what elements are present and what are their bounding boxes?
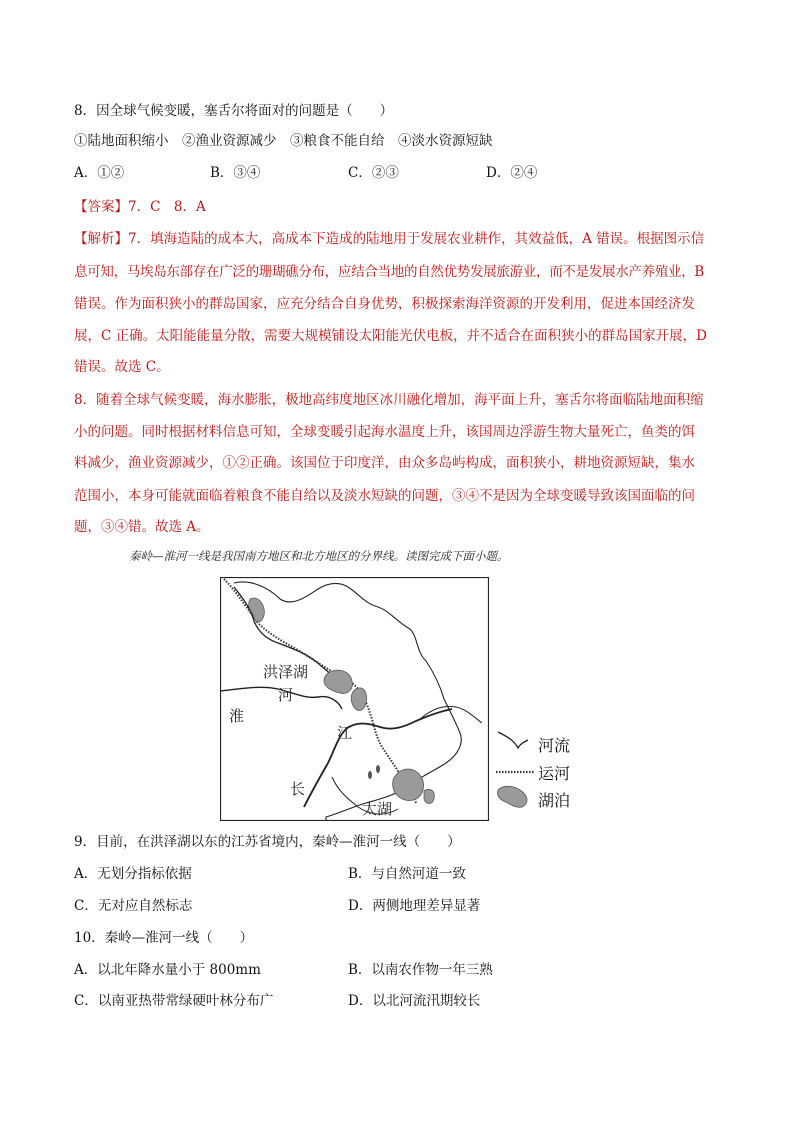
analysis-line-7: 小的问题。同时根据材料信息可知，全球变暖引起海水温度上升，该国周边浮游生物大量死亡，鱼类的饵 <box>74 424 695 440</box>
legend-river-label: 河流 <box>538 736 571 755</box>
analysis-line-5: 错误。故选 C。 <box>74 359 170 375</box>
q9-option-d: D．两侧地理差异显著 <box>348 898 481 914</box>
analysis-line-6: 8．随着全球气候变暖，海水膨胀，极地高纬度地区冰川融化增加，海平面上升，塞舌尔将面临陆地面积缩 <box>74 392 704 408</box>
map-label-chang: 长 <box>290 780 306 798</box>
analysis-line-3: 错误。作为面积狭小的群岛国家，应充分结合自身优势，积极探索海洋资源的开发利用，促进本国经济发 <box>74 296 695 312</box>
legend-canal-label: 运河 <box>538 764 571 783</box>
answer-line <box>74 197 206 217</box>
analysis-label: 【解析】 <box>74 231 128 247</box>
map-label-jiang: 江 <box>337 724 353 742</box>
question-8-stem: 8．因全球气候变暖，塞舌尔将面对的问题是（ ） <box>74 103 394 119</box>
question-9-stem: 9．目前，在洪泽湖以东的江苏省境内，秦岭—淮河一线（ ） <box>74 834 461 850</box>
q8-option-c: C．②③ <box>348 165 399 181</box>
q9-option-a: A．无划分指标依据 <box>74 866 192 882</box>
map-label-he: 河 <box>278 686 294 704</box>
q10-option-c: C．以南亚热带常绿硬叶林分布广 <box>74 993 274 1009</box>
q10-option-d: D．以北河流汛期较长 <box>348 993 481 1009</box>
lake-south <box>424 789 434 803</box>
question-10-stem: 10．秦岭—淮河一线（ ） <box>74 930 254 946</box>
lake-small-2 <box>376 765 380 773</box>
q8-option-a: A．①② <box>74 165 125 181</box>
q10-option-b: B．以南农作物一年三熟 <box>348 962 493 978</box>
q8-option-d: D．②④ <box>486 165 538 181</box>
answer-label: 【答案】 <box>74 199 128 215</box>
lake-taihu <box>393 769 424 801</box>
map-intro-text: 秦岭—淮河一线是我国南方地区和北方地区的分界线。读图完成下面小题。 <box>129 549 509 563</box>
lake-icon <box>497 786 526 807</box>
lake-small-1 <box>368 771 372 779</box>
huai-river-map <box>220 577 489 821</box>
analysis-line-8: 料减少，渔业资源减少，①②正确。该国位于印度洋，由众多岛屿构成，面积狭小，耕地资源短缺，集水 <box>74 455 695 471</box>
question-8-items: ①陆地面积缩小 ②渔业资源减少 ③粮食不能自给 ④淡水资源短缺 <box>74 133 493 149</box>
q10-option-a: A．以北年降水量小于 800mm <box>74 962 261 978</box>
analysis-line-2: 息可知，马埃岛东部存在广泛的珊瑚礁分布，应结合当地的自然优势发展旅游业，而不是发展水产养殖业，B <box>74 264 705 280</box>
q9-option-c: C．无对应自然标志 <box>74 898 193 914</box>
q8-option-b: B．③④ <box>210 165 261 181</box>
answer-text: 7．C 8．A <box>128 199 206 215</box>
q9-option-b: B．与自然河道一致 <box>348 866 466 882</box>
river-icon <box>498 732 528 748</box>
map-label-huai: 淮 <box>229 707 245 725</box>
map-label-hongze-lake: 洪泽湖 <box>263 663 309 681</box>
analysis-line-1: 【解析】7．填海造陆的成本大，高成本下造成的陆地用于发展农业耕作，其效益低，A 错误。根据图示信 <box>74 231 705 247</box>
analysis-line-10: 题，③④错。故选 A。 <box>74 519 210 535</box>
legend-lake-label: 湖泊 <box>538 791 571 810</box>
analysis-line-4: 展，C 正确。太阳能能量分散，需要大规模铺设太阳能光伏电板，并不适合在面积狭小的群岛国家开展，D <box>74 328 707 344</box>
map-label-taihu: 太湖 <box>362 800 393 818</box>
analysis-line-9: 范围小，本身可能就面临着粮食不能自给以及淡水短缺的问题，③④不是因为全球变暖导致该国面临的问 <box>74 488 695 504</box>
